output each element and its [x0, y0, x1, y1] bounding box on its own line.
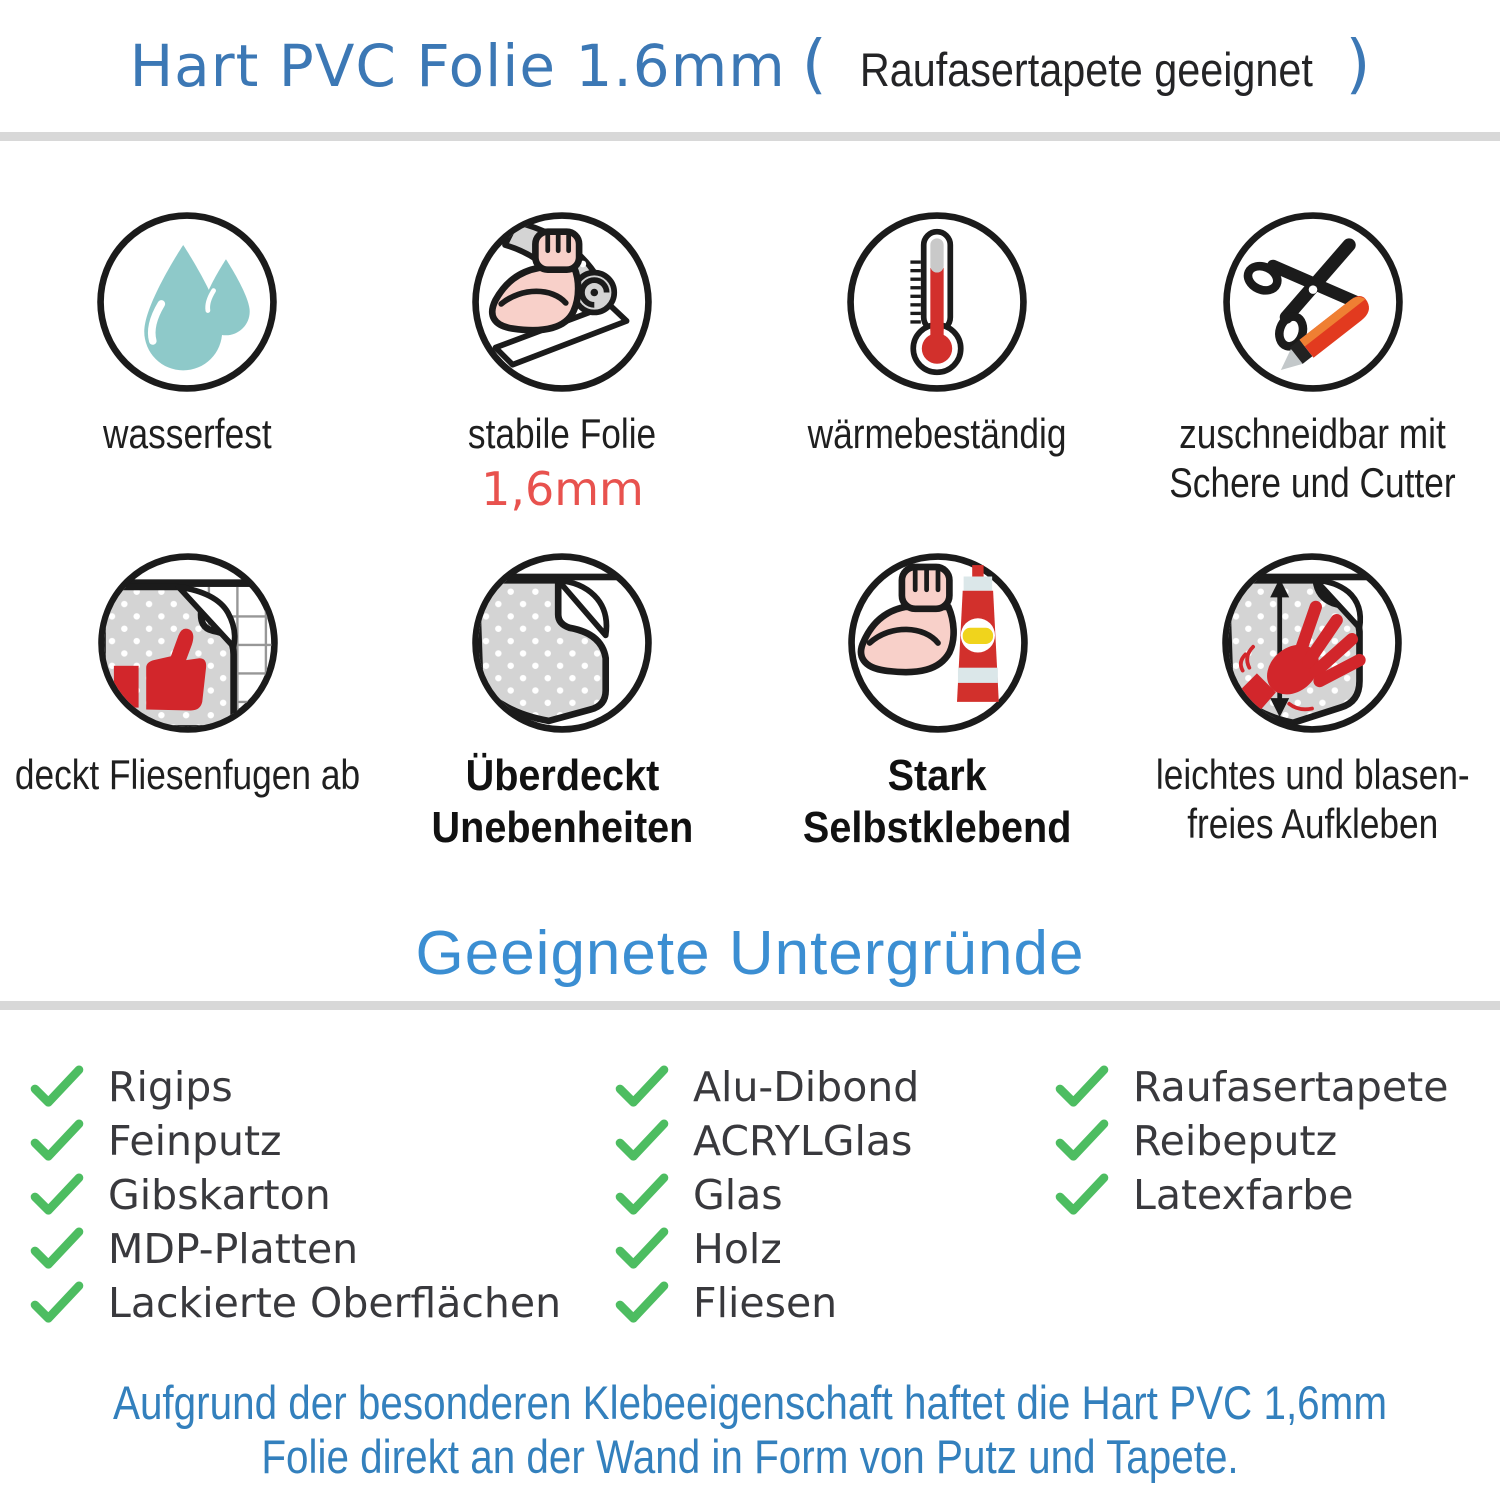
feature-label: wärmebeständig: [808, 410, 1067, 457]
surface-label: ACRYLGlas: [693, 1117, 913, 1165]
surface-label: Lackierte Oberflächen: [108, 1279, 562, 1327]
divider-top: [0, 132, 1500, 141]
feature-zuschneidbar: [1142, 207, 1483, 548]
surface-label: Latexfarbe: [1133, 1171, 1354, 1219]
surface-item: [30, 1222, 615, 1276]
page-title-main: Hart PVC Folie 1.6mm: [129, 32, 786, 100]
feature-label: leichtes und blasen-: [1155, 751, 1470, 798]
feature-label: Überdeckt: [465, 751, 660, 800]
surfaces-heading: Geeignete Untergründe: [415, 919, 1085, 988]
title-paren-open: (: [801, 28, 827, 102]
surface-label: MDP-Platten: [108, 1225, 359, 1273]
surface-item: [615, 1168, 1055, 1222]
muscle-arm-glue-tube-icon: [843, 548, 1033, 738]
feature-grid: [0, 207, 1500, 854]
page-title: [0, 0, 1500, 114]
feature-selbstklebend: [788, 548, 1086, 854]
footer-line-2: Folie direkt an der Wand in Form von Putz und Tapete.: [261, 1430, 1239, 1483]
surface-label: Reibeputz: [1133, 1117, 1338, 1165]
surfaces-column-3: [1055, 1060, 1500, 1330]
hand-smoothing-foil-icon: [1217, 548, 1407, 738]
feature-wasserfest: [87, 207, 288, 548]
surface-label: Gibskarton: [108, 1171, 331, 1219]
check-icon: [1055, 1173, 1109, 1217]
feature-stabile-folie: [450, 207, 674, 548]
surface-label: Glas: [693, 1171, 783, 1219]
check-icon: [615, 1119, 669, 1163]
surfaces-list: [0, 1060, 1500, 1330]
footer-note: [0, 1376, 1500, 1484]
water-drops-icon: [92, 207, 282, 397]
check-icon: [30, 1065, 84, 1109]
check-icon: [30, 1119, 84, 1163]
surface-item: [1055, 1114, 1500, 1168]
surface-item: [30, 1168, 615, 1222]
surface-item: [615, 1222, 1055, 1276]
surface-item: [30, 1276, 615, 1330]
feature-label: Stark: [887, 751, 988, 800]
surfaces-column-1: [30, 1060, 615, 1330]
feature-label: stabile Folie: [468, 410, 657, 457]
check-icon: [1055, 1119, 1109, 1163]
feature-label: wasserfest: [103, 410, 272, 457]
foil-folded-corner-icon: [467, 548, 657, 738]
feature-label: deckt Fliesenfugen ab: [14, 751, 361, 798]
surface-label: Raufasertapete: [1133, 1063, 1449, 1111]
surface-item: [30, 1114, 615, 1168]
scissors-and-cutter-icon: [1218, 207, 1408, 397]
check-icon: [615, 1065, 669, 1109]
page-title-note: Raufasertapete geeignet: [859, 43, 1313, 96]
surface-label: Feinputz: [108, 1117, 282, 1165]
check-icon: [30, 1227, 84, 1271]
feature-aufkleben: [1126, 548, 1500, 854]
muscle-arm-foil-roll-icon: [467, 207, 657, 397]
surface-item: [1055, 1060, 1500, 1114]
surface-label: Fliesen: [693, 1279, 838, 1327]
feature-thickness-value: 1,6mm: [481, 462, 644, 516]
surface-item: [615, 1276, 1055, 1330]
surface-label: Holz: [693, 1225, 782, 1273]
feature-label: zuschneidbar mit: [1179, 410, 1446, 457]
feature-label: Selbstklebend: [803, 803, 1072, 852]
footer-line-1: Aufgrund der besonderen Klebeeigenschaft haftet die Hart PVC 1,6mm: [112, 1376, 1388, 1429]
thermometer-icon: [842, 207, 1032, 397]
check-icon: [615, 1173, 669, 1217]
surface-item: [615, 1060, 1055, 1114]
feature-fliesenfugen: [0, 548, 393, 854]
title-paren-close: ): [1345, 28, 1371, 102]
surface-item: [30, 1060, 615, 1114]
surface-label: Alu-Dibond: [693, 1063, 920, 1111]
feature-label: Unebenheiten: [431, 803, 694, 852]
check-icon: [615, 1227, 669, 1271]
thumbs-up-tiles-foil-icon: [93, 548, 283, 738]
surface-item: [1055, 1168, 1500, 1222]
surface-item: [615, 1114, 1055, 1168]
check-icon: [30, 1281, 84, 1325]
check-icon: [30, 1173, 84, 1217]
divider-middle: [0, 1001, 1500, 1010]
feature-unebenheiten: [417, 548, 708, 854]
feature-label: Schere und Cutter: [1169, 459, 1456, 506]
check-icon: [615, 1281, 669, 1325]
surface-label: Rigips: [108, 1063, 233, 1111]
feature-waermebestaendig: [783, 207, 1091, 548]
feature-label: freies Aufkleben: [1186, 800, 1439, 847]
check-icon: [1055, 1065, 1109, 1109]
surfaces-column-2: [615, 1060, 1055, 1330]
